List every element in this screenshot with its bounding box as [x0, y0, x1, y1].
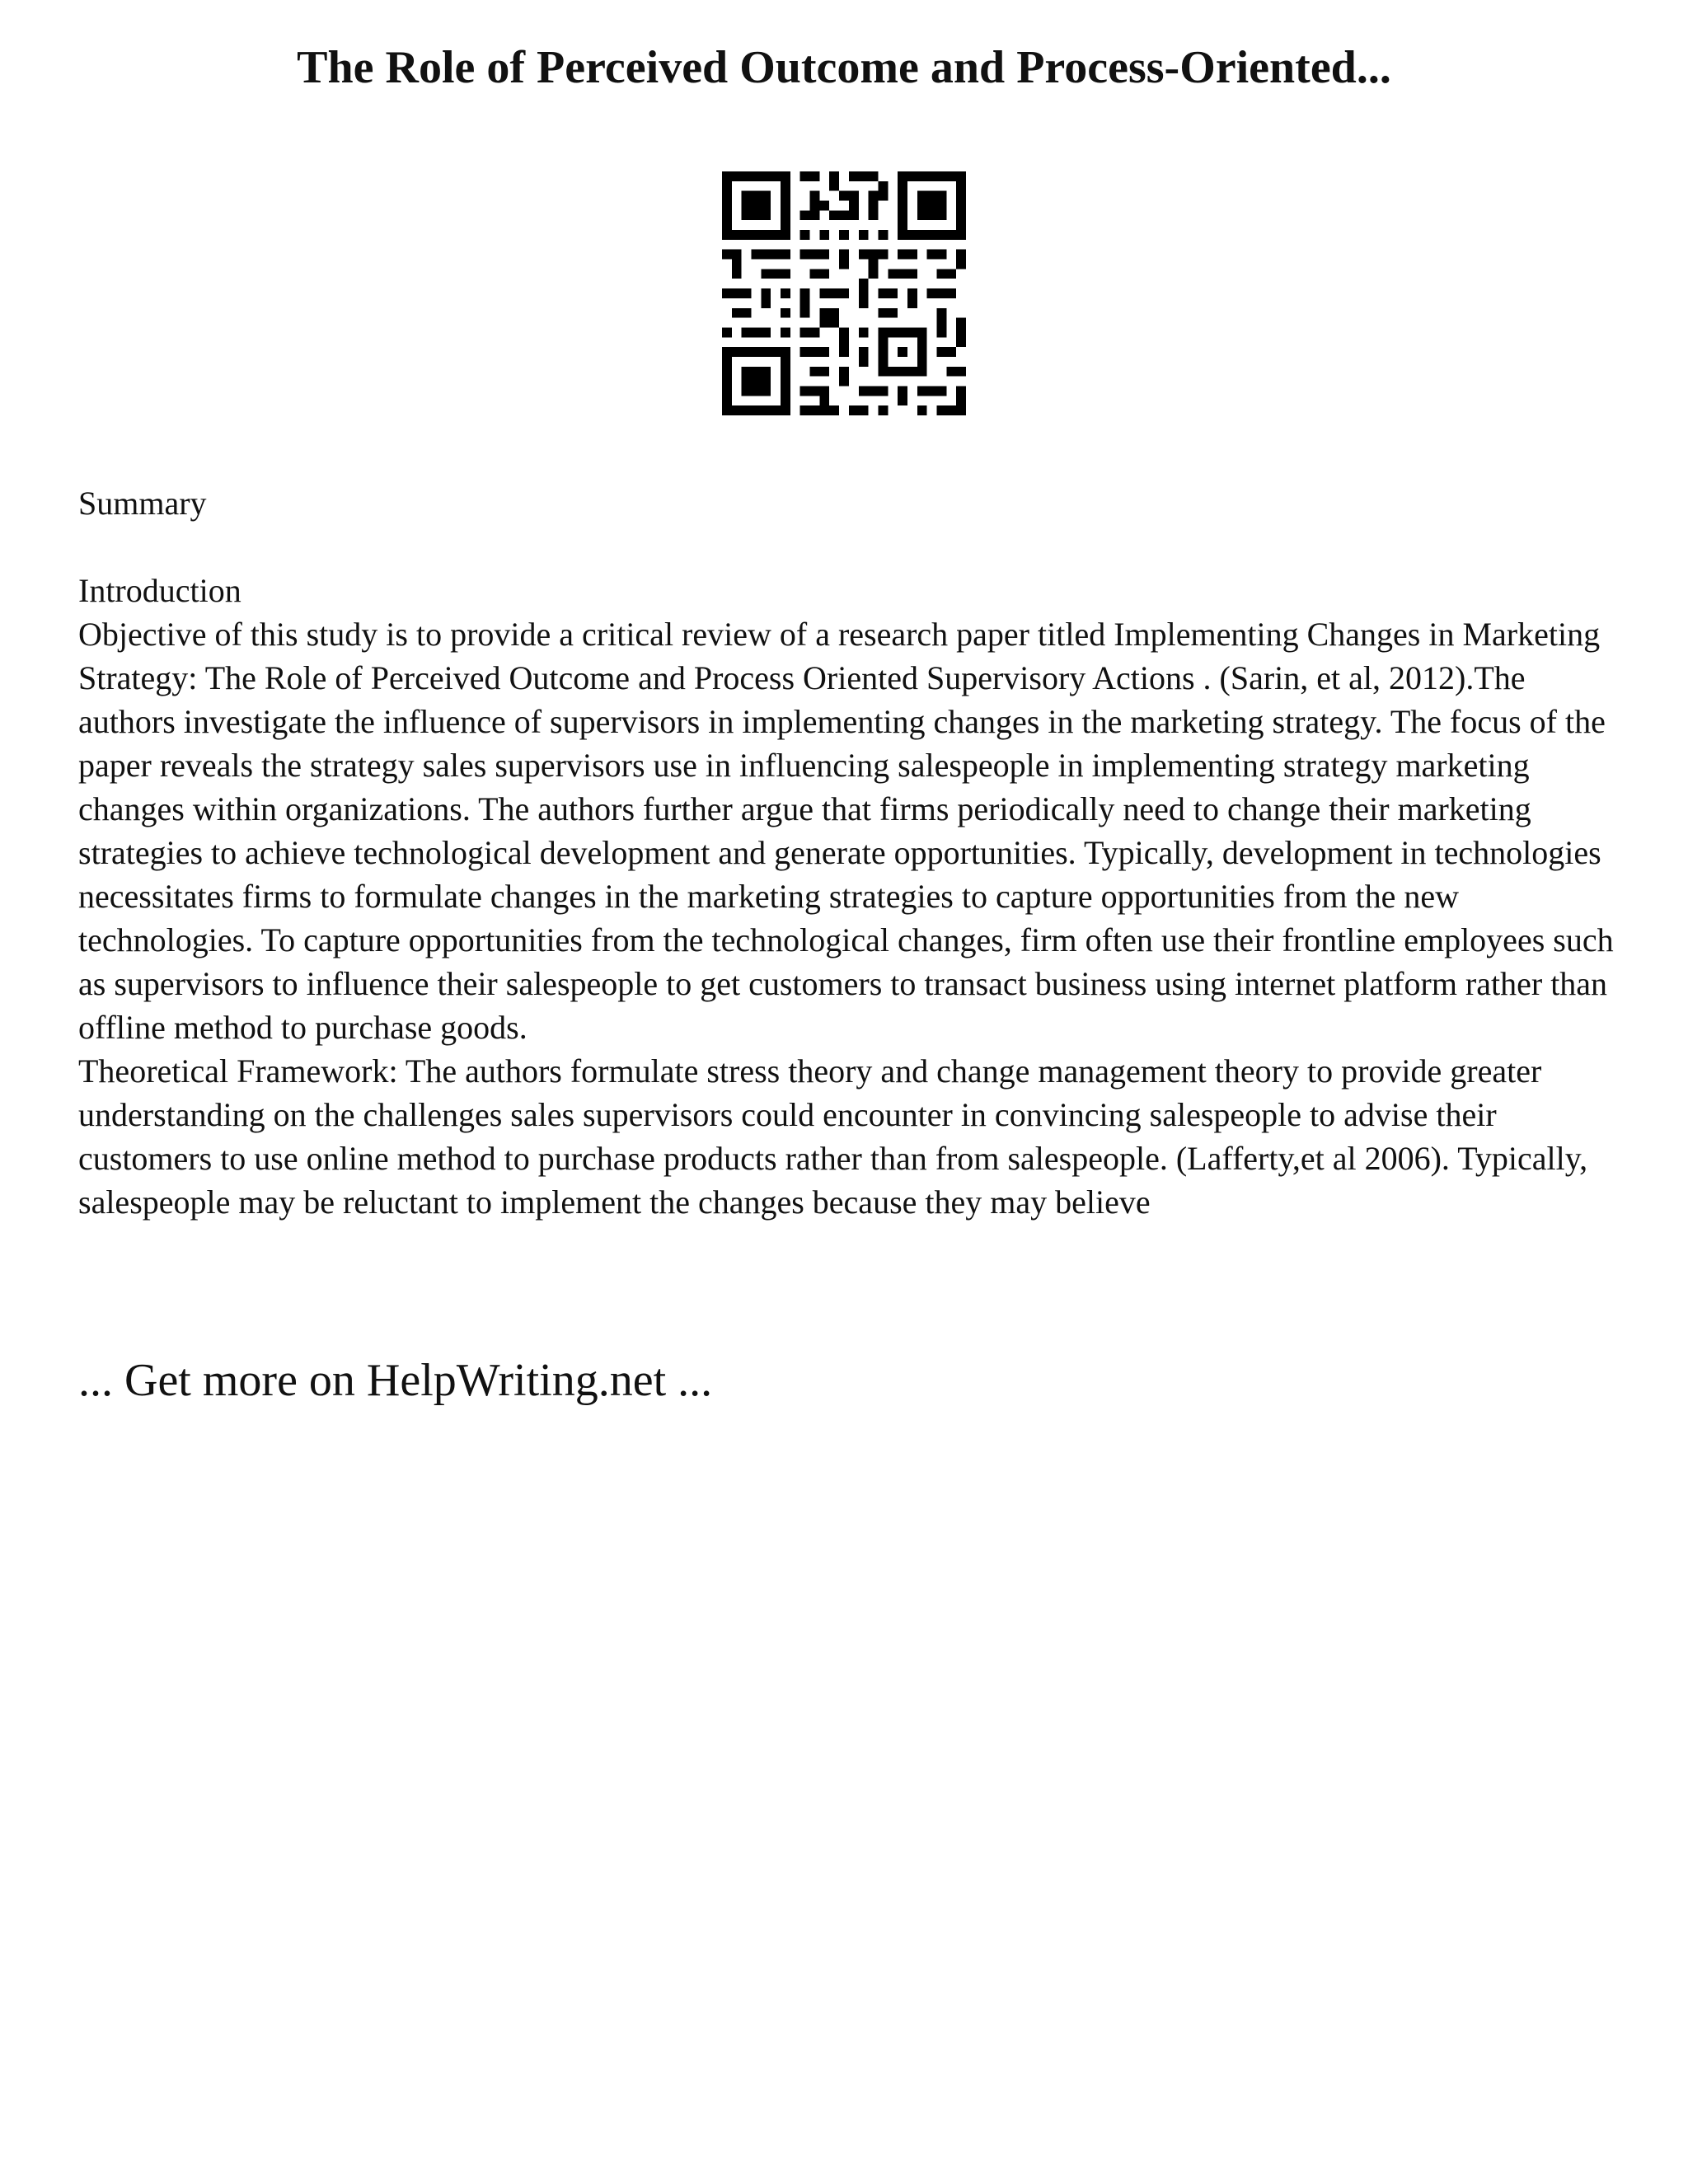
- document-body: [78, 481, 1628, 1224]
- introduction-paragraph: Objective of this study is to provide a critical review of a research paper titled Implementing Changes in Marketing Strategy: The Role of Perceived Outcome and Process Oriented Supervisory Actions . (Sarin, et al, 2012).The authors investigate the influence of supervisors in implementing changes in the marketing strategy. The focus of the paper reveals the strategy sales supervisors use in influencing salespeople in implementing strategy marketing changes within organizations. The authors further argue that firms periodically need to change their marketing strategies to achieve technological development and generate opportunities. Typically, development in technologies necessitates firms to formulate changes in the marketing strategies to capture opportunities from the new technologies. To capture opportunities from the technological changes, firm often use their frontline employees such as supervisors to influence their salespeople to get customers to transact business using internet platform rather than offline method to purchase goods.: [78, 616, 1614, 1046]
- introduction-heading: Introduction: [78, 572, 241, 609]
- summary-label: Summary: [78, 485, 207, 522]
- theoretical-framework-paragraph: Theoretical Framework: The authors formulate stress theory and change management theory to provide greater understanding on the challenges sales supervisors could encounter in convincing salespeople to advise their customers to use online method to purchase products rather than from salespeople. (Lafferty,et al 2006). Typically, salespeople may be reluctant to implement the changes because they may believe: [78, 1052, 1588, 1221]
- get-more-link[interactable]: ... Get more on HelpWriting.net ...: [78, 1355, 713, 1406]
- document-title: The Role of Perceived Outcome and Process-Oriented...: [297, 42, 1391, 93]
- qr-code-icon: [722, 171, 966, 415]
